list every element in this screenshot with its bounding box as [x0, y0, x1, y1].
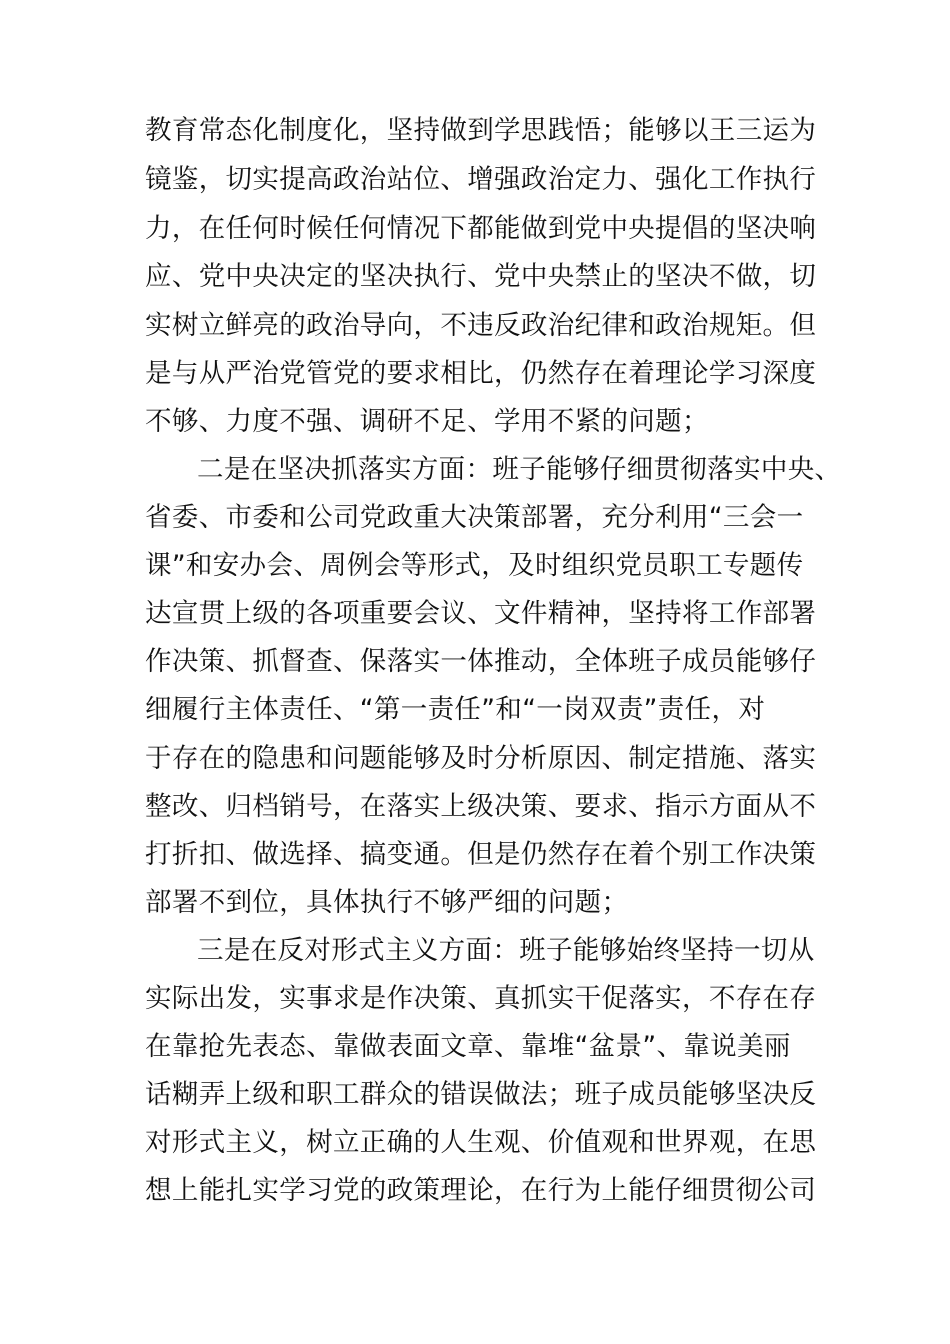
text-line: 实际出发，实事求是作决策、真抓实干促落实，不存在存 [145, 983, 817, 1014]
text-line: 细履行主体责任、“第一责任”和“一岗双责”责任，对 [145, 694, 766, 725]
text-line: 整改、归档销号，在落实上级决策、要求、指示方面从不 [145, 791, 817, 822]
paragraph-start-line: 三是在反对形式主义方面：班子能够始终坚持一切从 [197, 935, 815, 966]
text-line: 是与从严治党管党的要求相比，仍然存在着理论学习深度 [145, 358, 817, 389]
text-line: 课”和安办会、周例会等形式，及时组织党员职工专题传 [145, 550, 804, 581]
text-line: 省委、市委和公司党政重大决策部署，充分利用“三会一 [145, 502, 804, 533]
text-line: 在靠抢先表态、靠做表面文章、靠堆“盆景”、靠说美丽 [145, 1031, 791, 1062]
text-line: 对形式主义，树立正确的人生观、价值观和世界观，在思 [145, 1127, 817, 1158]
text-line: 于存在的隐患和问题能够及时分析原因、制定措施、落实 [145, 743, 817, 774]
text-line: 部署不到位，具体执行不够严细的问题； [145, 887, 629, 918]
text-line: 想上能扎实学习党的政策理论，在行为上能仔细贯彻公司 [145, 1175, 817, 1206]
text-line: 作决策、抓督查、保落实一体推动，全体班子成员能够仔 [145, 646, 817, 677]
text-line: 应、党中央决定的坚决执行、党中央禁止的坚决不做，切 [145, 261, 817, 292]
text-line: 达宣贯上级的各项重要会议、文件精神，坚持将工作部署 [145, 598, 817, 629]
text-line: 镜鉴，切实提高政治站位、增强政治定力、强化工作执行 [145, 164, 817, 195]
text-line: 话糊弄上级和职工群众的错误做法；班子成员能够坚决反 [145, 1079, 817, 1110]
text-line: 不够、力度不强、调研不足、学用不紧的问题； [145, 406, 709, 437]
text-line: 实树立鲜亮的政治导向，不违反政治纪律和政治规矩。但 [145, 310, 817, 341]
text-line: 打折扣、做选择、搞变通。但是仍然存在着个别工作决策 [145, 839, 817, 870]
text-line: 教育常态化制度化，坚持做到学思践悟；能够以王三运为 [145, 115, 817, 146]
paragraph-start-line: 二是在坚决抓落实方面：班子能够仔细贯彻落实中央、 [197, 454, 842, 485]
text-line: 力，在任何时候任何情况下都能做到党中央提倡的坚决响 [145, 213, 817, 244]
